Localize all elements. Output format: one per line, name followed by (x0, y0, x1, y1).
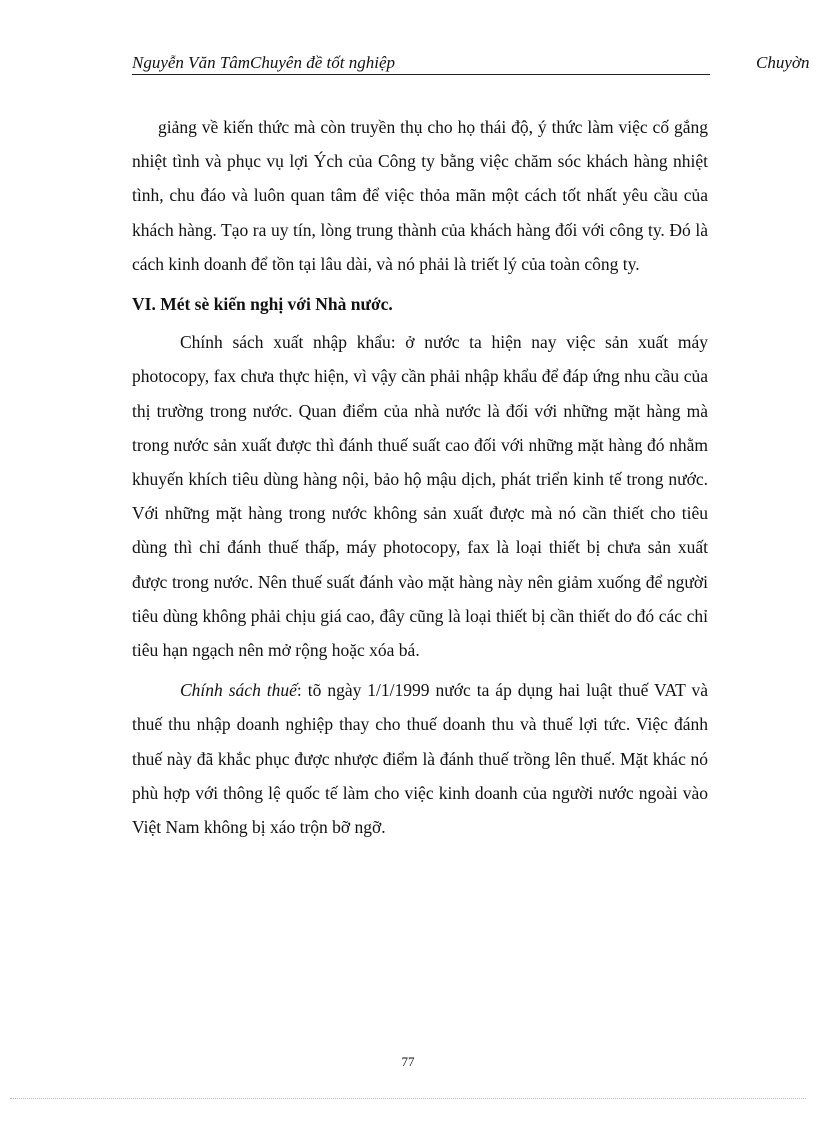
paragraph-1: giảng về kiến thức mà còn truyền thụ cho họ thái độ, ý thức làm việc cố gắng nhiệt tình và phục vụ lợi Ých của Công ty bằng việc chăm sóc khách hàng nhiệt tình, chu đáo và luôn quan tâm để việc thỏa mãn một cách tốt nhất yêu cầu của khách hàng. Tạo ra uy tín, lòng trung thành của khách hàng đối với công ty. Đó là cách kinh doanh để tồn tại lâu dài, và nó phải là triết lý của toàn công ty. (132, 117, 708, 274)
header-title: Nguyễn Văn TâmChuyên đề tốt nghiệp (132, 53, 395, 72)
page-number: 77 (401, 1054, 415, 1069)
document-body (132, 110, 708, 844)
paragraph-3-text: : tõ ngày 1/1/1999 nước ta áp dụng hai luật thuế VAT và thuế thu nhập doanh nghiệp thay cho thuế doanh thu và thuế lợi tức. Việc đánh thuế này đã khắc phục được nhược điểm là đánh thuế trồng lên thuế. Mặt khác nó phù hợp với thông lệ quốc tế làm cho việc kinh doanh của người nước ngoài vào Việt Nam không bị xáo trộn bỡ ngỡ. (132, 680, 708, 838)
header-right-text: Chuyờn (756, 53, 810, 72)
paragraph-3-label: Chính sách thuế (180, 680, 297, 701)
section-heading: VI. Mét sè kiến nghị với Nhà nước. (132, 294, 393, 315)
paragraph-2: Chính sách xuất nhập khẩu: ở nước ta hiện nay việc sản xuất máy photocopy, fax chưa thực hiện, vì vậy cần phải nhập khẩu để đáp ứng nhu cầu của thị trường trong nước. Quan điểm của nhà nước là đối với những mặt hàng mà trong nước sản xuất được thì đánh thuế suất cao đối với những mặt hàng đó nhằm khuyến khích tiêu dùng hàng nội, bảo hộ mậu dịch, phát triển kinh tế trong nước. Với những mặt hàng trong nước không sản xuất được mà nó cần thiết cho tiêu dùng thì chỉ đánh thuế thấp, máy photocopy, fax là loại thiết bị chưa sản xuất được trong nước. Nên thuế suất đánh vào mặt hàng này nên giảm xuống để người tiêu dùng không phải chịu giá cao, đây cũng là loại thiết bị cần thiết do đó các chỉ tiêu hạn ngạch nên mở rộng hoặc xóa bá. (132, 332, 708, 661)
page-header (132, 52, 710, 75)
footer-divider (10, 1098, 806, 1099)
paragraph-3 (132, 673, 708, 844)
